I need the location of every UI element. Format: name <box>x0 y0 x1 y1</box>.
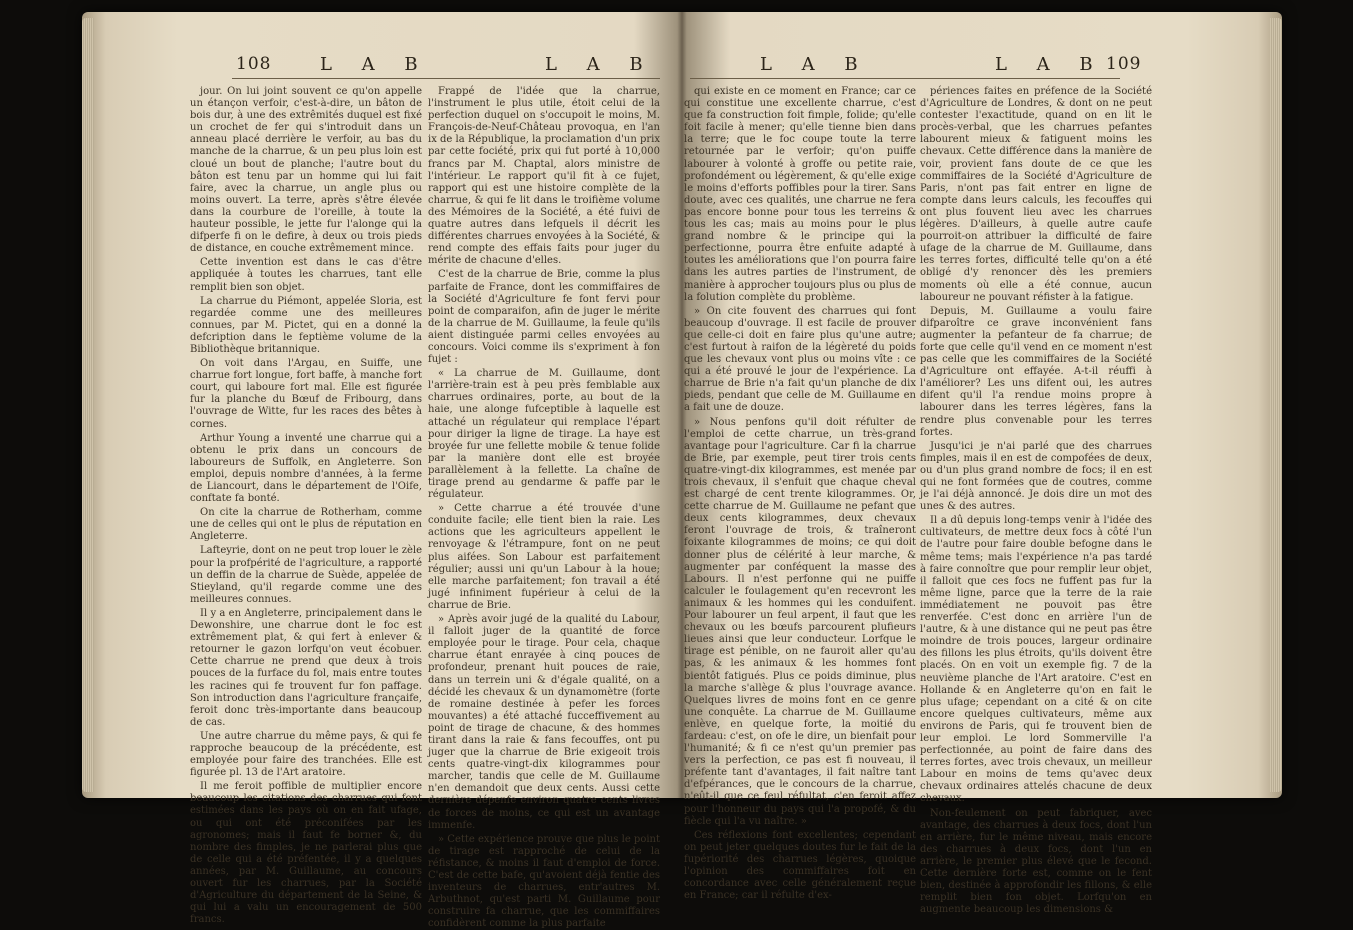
paragraph: Lafteyrie, dont on ne peut trop louer le zèle pour la profpérité de l'agriculture, a rapporté un deffin de la charrue de Suède, appelée de Stieyland, qu'il regarde comme une des meilleures connues. <box>190 545 422 605</box>
paragraph: Arthur Young a inventé une charrue qui a obtenu le prix dans un concours de laboureurs de Suffolk, en Angleterre. Son emploi, depuis nombre d'années, à la ferme de Liancourt, dans le département de l'Oife, conftate fa bonté. <box>190 432 422 505</box>
paragraph: » Cette charrue a été trouvée d'une conduite facile; elle tient bien la raie. Les actions que les agriculteurs appellent le renvoyage & l'étrampure, font on ne peut plus aifées. Son Labour est parfaitement régulier; aussi uni qu'un Labour à la houe; elle marche parfaitement; fon travail a été jugé infiniment fupérieur à celui de la charrue de Brie. <box>428 503 660 611</box>
right-page-column-2 <box>920 86 1152 916</box>
right-header-rule <box>690 78 1120 79</box>
paragraph: périences faites en préfence de la Société d'Agriculture de Londres, & dont on ne peut contester l'exactitude, quand on en lit le procès-verbal, que les charrues pefantes labourent mieux & fatiguent moins les chevaux. Cette différence dans la manière de voir, provient fans doute de ce que les commiffaires de la Société d'Agriculture de Paris, n'ont pas fait entrer en ligne de compte dans leurs calculs, les fecouffes qui ont plus fouvent lieu avec les charrues légères. D'ailleurs, à quelle autre caufe pourroit-on attribuer la difficulté de faire ufage de la charrue de M. Guillaume, dans les terres fortes, difficulté telle qu'on a été obligé d'y renoncer dès les premiers moments où elle a été connue, aucun laboureur ne pouvant réfister à la fatigue. <box>920 86 1152 303</box>
paragraph: On voit dans l'Argau, en Suiffe, une charrue fort longue, fort baffe, à manche fort court, qui laboure fort mal. Elle est figurée fur la planche du Bœuf de Fribourg, dans l'ouvrage de Witte, fur les races des bêtes à cornes. <box>190 358 422 430</box>
paragraph: » On cite fouvent des charrues qui font beaucoup d'ouvrage. Il est facile de prouver que celle-ci doit en faire plus qu'une autre; c'est furtout à raifon de la légèreté du poids que les chevaux vont plus ou moins vîte : ce qui a été prouvé le jour de l'expérience. La charrue de Brie n'a fait qu'un planche de dix pieds, pendant que celle de M. Guillaume en a fait une de douze. <box>684 305 916 414</box>
paragraph: Non-feulement on peut fabriquer, avec avantage, des charrues à deux focs, dont l'un en arrière, fur le même niveau, mais encore des charrues à deux focs, dont l'un en arrière, le premier plus élevé que le fecond. Cette dernière forte est, comme on le fent bien, destinée à approfondir les fillons, & elle remplit bien fon objet. Lorfqu'on en augmente beaucoup les dimensions & <box>920 807 1152 916</box>
left-running-head-col2: L A B <box>545 54 655 75</box>
right-running-head-col1: L A B <box>760 54 870 75</box>
left-page-edges <box>82 18 94 792</box>
paragraph: Cette invention est dans le cas d'être appliquée à toutes les charrues, tant elle remplit bien son objet. <box>190 257 422 293</box>
left-page-column-1 <box>190 86 422 926</box>
paragraph: « La charrue de M. Guillaume, dont l'arrière-train est à peu près femblable aux charrues ordinaires, porte, au bout de la haie, une alonge fufceptible à laquelle est attaché un régulateur qui remplace l'épart pour diriger la ligne de tirage. La haye est broyée fur une fellette mobile & tenue folide par la manière dont elle est broyée parallèlement à la fellette. La chaîne de tirage prend au gendarme & paffe par le régulateur. <box>428 368 660 501</box>
paragraph: Frappé de l'idée que la charrue, l'instrument le plus utile, étoit celui de la perfection duquel on s'occupoit le moins, M. François-de-Neuf-Château provoqua, en l'an ix de la République, la proclamation d'un prix par cette fociété, prix qui fut porté à 10,000 francs par M. Chaptal, alors ministre de l'intérieur. Le rapport qu'il fit à ce fujet, rapport qui est une histoire complète de la charrue, & qui fe lit dans le troifième volume des Mémoires de la Société, a été fuivi de quatre autres dans lefquels il décrit les différentes charrues envoyées à la Société, & rend compte des effais faits pour juger du mérite de chacune d'elles. <box>428 86 660 267</box>
paragraph: Ces réflexions font excellentes; cependant on peut jeter quelques doutes fur le fait de la fupériorité des charrues légères, quoique l'opinion des commiffaires foit en concordance avec celle généralement reçue en France; car il réfulte d'ex- <box>684 829 916 902</box>
paragraph: jour. On lui joint souvent ce qu'on appelle un étançon verfoir, c'est-à-dire, un bâton de bois dur, à une des extrêmités duquel est fixé un crochet de fer qui s'introduit dans un anneau placé derrière le verfoir, au bas du manche de la charrue, & un peu plus loin est cloué un bout de planche; l'autre bout du bâton est tenu par un homme qui lui fait faire, avec la charrue, un angle plus ou moins ouvert. La terre, après s'être élevée dans la courbure de l'oreille, à toute la hauteur possible, le jette fur l'alonge qui la difperfe fi on le defire, à deux ou trois pieds de distance, en couche extrêmement mince. <box>190 86 422 255</box>
paragraph: » Cette expérience prouve que plus le point de tirage est rapproché de celui de la réfistance, & moins il faut d'emploi de force. C'est de cette bafe, qu'avoient déjà fentie des inventeurs de charrues, entr'autres M. Arbuthnot, qu'est parti M. Guillaume pour construire fa charrue, que les commiffaires confidèrent comme la plus parfaite <box>428 833 660 930</box>
paragraph: C'est de la charrue de Brie, comme la plus parfaite de France, dont les commiffaires de la Société d'Agriculture fe font fervi pour point de comparaifon, afin de juger le mérite de la charrue de M. Guillaume, la feule qu'ils aient distinguée parmi celles envoyées au concours. Voici comme ils s'expriment à fon fujet : <box>428 269 660 366</box>
left-page-column-2 <box>428 86 660 930</box>
paragraph: Jusqu'ici je n'ai parlé que des charrues fimples, mais il en est de compofées de deux, ou d'un plus grand nombre de focs; il en est qui ne font formées que de coutres, comme je l'ai déjà annoncé. Je dois dire un mot des unes & des autres. <box>920 440 1152 513</box>
right-running-head-col2: L A B <box>995 54 1105 75</box>
paragraph: Depuis, M. Guillaume a voulu faire difparoître ce grave inconvénient fans augmenter la pefanteur de fa charrue; de forte que celle qu'il vend en ce moment n'est pas celle que les commiffaires de la Société d'Agriculture ont effayée. A-t-il réuffi à l'améliorer? Les uns difent oui, les autres difent qu'il l'a rendue moins propre à labourer dans les terres légères, fans la rendre plus convenable pour les terres fortes. <box>920 305 1152 438</box>
paragraph: Il me feroit poffible de multiplier encore beaucoup les citations des charrues qui font estimées dans les pays où on en fait ufage, ou qui ont été préconifées par les agronomes; mais il faut fe borner &, du nombre des fimples, je ne parlerai plus que de celle qui a été préfentée, il y a quelques années, par M. Guillaume, au concours ouvert fur les charrues, par la Société d'Agriculture du département de la Seine, & qui lui a valu un encouragement de 500 francs. <box>190 781 422 926</box>
right-page-edges <box>1270 18 1282 792</box>
paragraph: On cite la charrue de Rotherham, comme une de celles qui ont le plus de réputation en Angleterre. <box>190 507 422 543</box>
left-header-rule <box>232 78 660 79</box>
left-page-number: 108 <box>236 54 272 74</box>
right-page-number: 109 <box>1106 54 1142 74</box>
paragraph: Il y a en Angleterre, principalement dans le Dewonshire, une charrue dont le foc est extrêmement plat, & qui fert à enlever & retourner le gazon lorfqu'on veut écobuer. Cette charrue ne prend que deux à trois pouces de la furface du fol, mais entre toutes les racines qui fe trouvent fur fon paffage. Son introduction dans l'agriculture françaife, feroit donc très-importante dans beaucoup de cas. <box>190 607 422 728</box>
paragraph: » Nous penfons qu'il doit réfulter de l'emploi de cette charrue, un très-grand avantage pour l'agriculture. Car fi la charrue de Brie, par exemple, peut tirer trois cents quatre-vingt-dix kilogrammes, est menée par trois chevaux, il s'enfuit que chaque cheval est chargé de cent trente kilogrammes. Or, cette charrue de M. Guillaume ne pefant que deux cents kilogrammes, deux chevaux feront l'ouvrage de trois, & traîneront foixante kilogrammes de moins; ce qui doit donner plus de célérité à leur marche, & augmenter par conféquent la masse des Labours. Il n'est perfonne qui ne puiffe calculer le foulagement qu'en recevront les animaux & les hommes qui les conduifent. Pour labourer un feul arpent, il faut que les chevaux ou les bœufs parcourent plufieurs lieues ainsi que leur conducteur. Lorfque le tirage est pénible, on ne fauroit aller qu'au pas, & les animaux & les hommes font bientôt fatigués. Plus ce poids diminue, plus la marche s'allège & plus l'ouvrage avance. Quelques livres de moins font en ce genre une conquête. La charrue de M. Guillaume enlève, en quelque forte, la moitié du fardeau: c'est, on ofe le dire, un bienfait pour l'humanité; & fi ce n'est qu'un premier pas vers la perfection, ce pas est fi nouveau, il préfente tant d'avantages, il fait naître tant d'efpérances, que le concours de la charrue, n'eût-il que ce feul réfultat, c'en feroit affez pour l'honneur du pays qui l'a propofé, & du fiècle qui l'a vu naître. » <box>684 416 916 827</box>
paragraph: qui existe en ce moment en France; car ce qui constitue une excellente charrue, c'est que fa construction foit fimple, folide; qu'elle foit facile à mener; qu'elle tienne bien dans la terre; que le foc coupe toute la terre retournée par le verfoir; qu'on puiffe labourer à volonté à groffe ou petite raie, profondément ou légèrement, & qu'elle exige le moins d'efforts poffibles pour la tirer. Sans doute, avec ces qualités, une charrue ne fera pas encore bonne pour tous les terreins & tous les cas; mais au moins pour le plus grand nombre & le principe qui la perfectionne, pourra être enfuite adapté à toutes les améliorations que l'on pourra faire dans les autres parties de l'instrument, de manière à approcher toujours plus ou plus de la folution complète du problème. <box>684 86 916 303</box>
paragraph: Une autre charrue du même pays, & qui fe rapproche beaucoup de la précédente, est employée pour faire des tranchées. Elle est figurée pl. 13 de l'Art aratoire. <box>190 730 422 779</box>
right-page-column-1 <box>684 86 916 902</box>
paragraph: La charrue du Piémont, appelée Sloria, est regardée comme une des meilleures connues, par M. Pictet, qui en a donné la defcription dans le feptième volume de la Bibliothèque britannique. <box>190 295 422 355</box>
paragraph: Il a dû depuis long-temps venir à l'idée des cultivateurs, de mettre deux focs à côté l'un de l'autre pour faire double befogne dans le même tems; mais l'expérience n'a pas tardé à faire connoître que pour remplir leur objet, il falloit que ces focs ne fuffent pas fur la même ligne, parce que la terre de la raie immédiatement ne pouvoit pas être renverfée. C'est donc en arrière l'un de l'autre, & à une distance qui ne peut pas être moindre de trois pouces, largeur ordinaire des fillons les plus étroits, qu'ils doivent être placés. On en voit un exemple fig. 7 de la neuvième planche de l'Art aratoire. C'est en Hollande & en Angleterre qu'on en fait le plus ufage; cependant on a cité & on cite encore quelques cultivateurs, même aux environs de Paris, qui fe trouvent bien de leur emploi. Le lord Sommerville l'a perfectionnée, au point de faire dans des terres fortes, avec trois chevaux, un meilleur Labour en moins de tems qu'avec deux chevaux ordinaires attelés chacune de deux chevaux. <box>920 515 1152 805</box>
left-running-head-col1: L A B <box>320 54 430 75</box>
paragraph: » Après avoir jugé de la qualité du Labour, il falloit juger de la quantité de force employée pour le tirage. Pour cela, chaque charrue étant enrayée à cinq pouces de profondeur, prenant huit pouces de raie, dans un terrein uni & d'égale qualité, on a décidé les chevaux & un dynamomètre (forte de romaine destinée à pefer les forces mouvantes) a été attaché fucceffivement au point de tirage de chacune, & des hommes tirant dans la raie & fans fecouffes, ont pu juger que la charrue de Brie exigeoit trois cents quatre-vingt-dix kilogrammes pour marcher, tandis que celle de M. Guillaume n'en demandoit que deux cents. Aussi cette dernière dépenfe environ quatre cents livres de forces de moins, ce qui est un avantage immenfe. <box>428 614 660 831</box>
